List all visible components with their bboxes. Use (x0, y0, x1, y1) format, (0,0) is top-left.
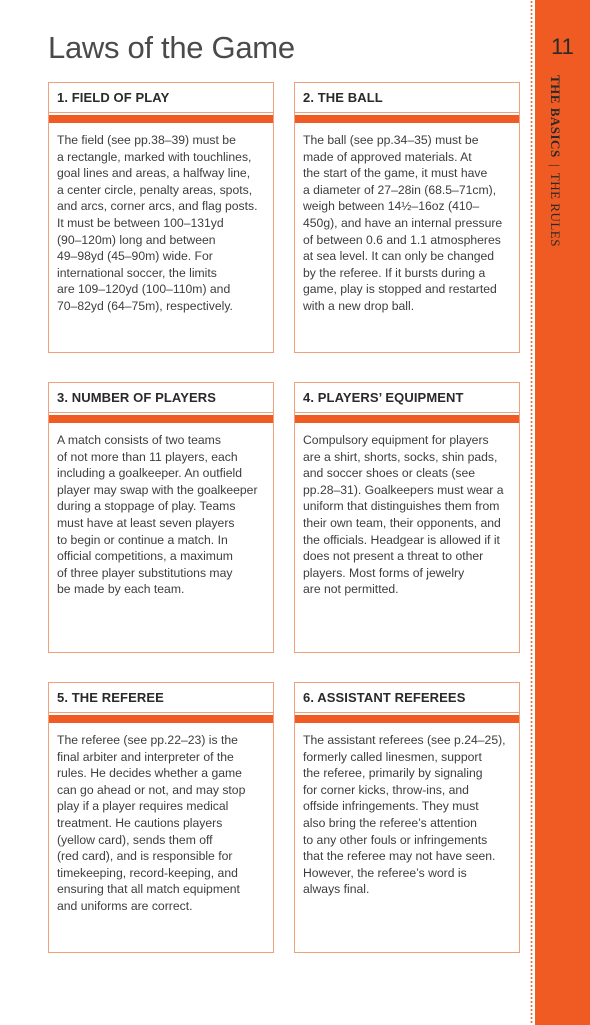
law-card-number-of-players (48, 382, 274, 653)
side-tab (535, 0, 590, 1025)
law-card-the-referee (48, 682, 274, 953)
card-body: The field (see pp.38–39) must be a rectangle, marked with touchlines, goal lines and areas, a halfway line, a center circle, penalty areas, spots, and arcs, corner arcs, and flag posts. It must be between 100–131yd (90–120m) long and between 49–98yd (45–90m) wide. For international soccer, the limits are 109–120yd (100–110m) and 70–82yd (64–75m), respectively. (57, 133, 258, 313)
page-number: 11 (551, 34, 574, 59)
law-card-assistant-referees (294, 682, 520, 953)
law-card-the-ball (294, 82, 520, 353)
running-head (547, 75, 563, 247)
card-title: 4. PLAYERS’ EQUIPMENT (295, 383, 519, 413)
card-accent-bar (49, 115, 273, 123)
card-title: 1. FIELD OF PLAY (49, 83, 273, 113)
dotted-divider (530, 0, 533, 1025)
card-body: Compulsory equipment for players are a shirt, shorts, socks, shin pads, and soccer shoes or cleats (see pp.28–31). Goalkeepers must wear a uniform that distinguishes them from their own team, their opponents, and the officials. Headgear is allowed if it does not present a threat to other players. Most forms of jewelry are not permitted. (303, 433, 504, 597)
card-body: The assistant referees (see p.24–25), formerly called linesmen, support the referee, primarily by signaling for corner kicks, throw-ins, and offside infringements. They must also bring the referee’s attention to any other fouls or infringements that the referee may not have seen. However, the referee’s word is always final. (303, 733, 506, 897)
card-accent-bar (49, 715, 273, 723)
card-accent-bar (49, 415, 273, 423)
card-title: 3. NUMBER OF PLAYERS (49, 383, 273, 413)
law-card-players-equipment (294, 382, 520, 653)
card-body: A match consists of two teams of not more than 11 players, each including a goalkeeper. An outfield player may swap with the goalkeeper during a stoppage of play. Teams must have at least seven players to begin or continue a match. In official competitions, a maximum of three player substitutions may be made by each team. (57, 433, 258, 597)
card-accent-bar (295, 415, 519, 423)
card-title: 2. THE BALL (295, 83, 519, 113)
subsection-label: THE RULES (548, 172, 563, 247)
section-label: THE BASICS (548, 75, 563, 158)
card-body: The referee (see pp.22–23) is the final arbiter and interpreter of the rules. He decides whether a game can go ahead or not, and may stop play if a player requires medical treatment. He cautions players (yellow card), sends them off (red card), and is responsible for timekeeping, record-keeping, and ensuring that all match equipment and uniforms are correct. (57, 733, 246, 913)
card-title: 6. ASSISTANT REFEREES (295, 683, 519, 713)
law-card-field-of-play (48, 82, 274, 353)
card-accent-bar (295, 715, 519, 723)
page-title: Laws of the Game (48, 30, 295, 65)
running-head-separator: | (548, 163, 563, 167)
card-body: The ball (see pp.34–35) must be made of approved materials. At the start of the game, it must have a diameter of 27–28in (68.5–71cm), weigh between 14½–16oz (410– 450g), and have an internal pressure of between 0.6 and 1.1 atmospheres at sea level. It can only be changed by the referee. If it bursts during a game, play is stopped and restarted with a new drop ball. (303, 133, 503, 313)
card-accent-bar (295, 115, 519, 123)
card-title: 5. THE REFEREE (49, 683, 273, 713)
